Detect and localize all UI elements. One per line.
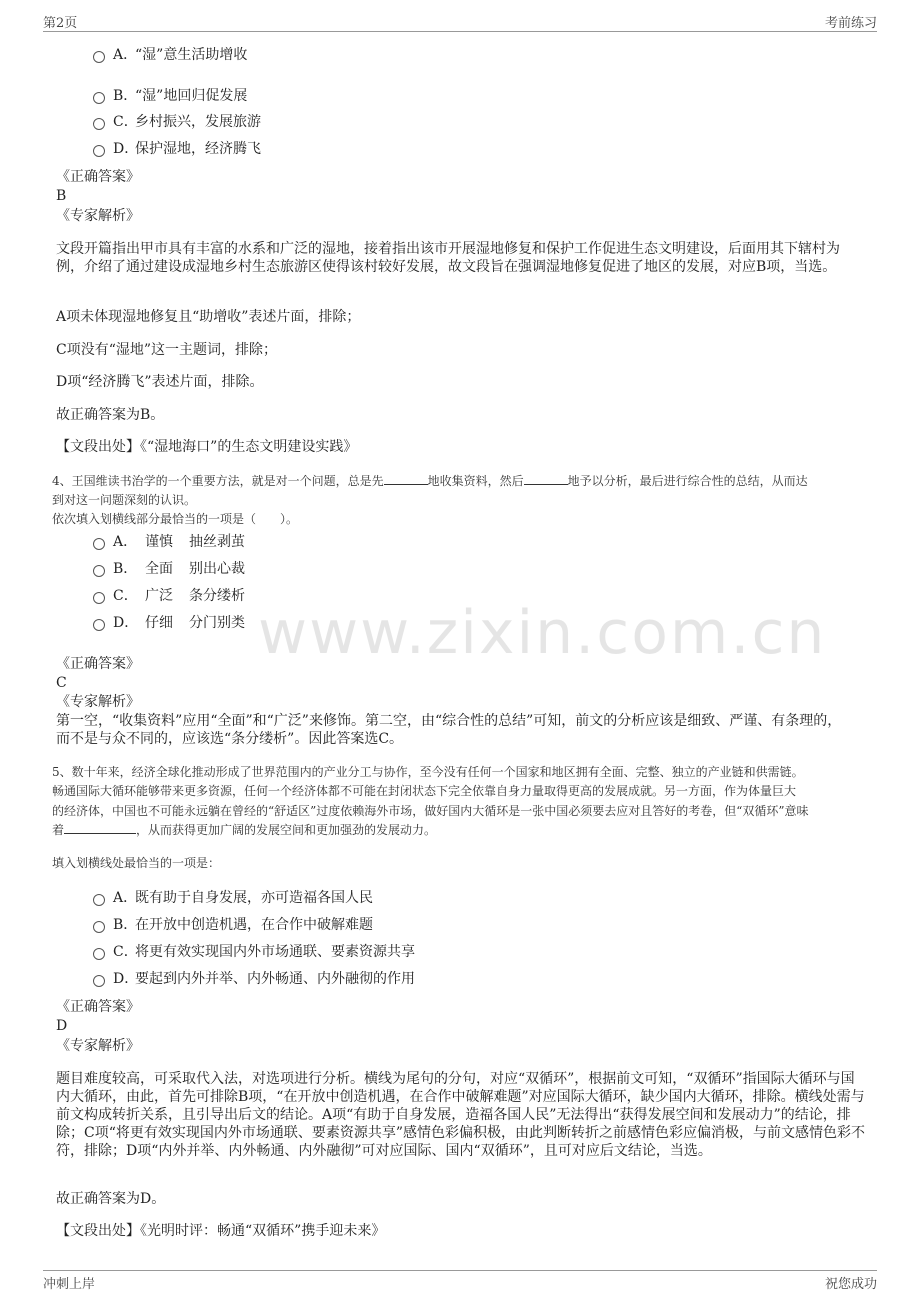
q5-conclusion: 故正确答案为D。 [56, 1191, 166, 1207]
radio-icon[interactable] [93, 118, 105, 130]
radio-icon[interactable] [93, 592, 105, 604]
footer-left: 冲刺上岸 [43, 1277, 96, 1292]
q3-option-b[interactable]: B．“湿”地回归促发展 [93, 86, 247, 106]
q3-analysis: 文段开篇指出甲市具有丰富的水系和广泛的湿地，接着指出该市开展湿地修复和保护工作促进生态文明建设，后面用其下辖村为例，介绍了通过建设成湿地乡村生态旅游区使得该村较好发展，故文段旨在强调湿地修复促进了地区的发展，对应B项，当选。 [56, 241, 840, 275]
q5-source: 【文段出处】《光明时评：畅通“双循环”携手迎未来》 [56, 1223, 386, 1239]
radio-icon[interactable] [93, 145, 105, 157]
q5-stem-line3: 的经济体，中国也不可能永远躺在曾经的“舒适区”过度依赖海外市场，做好国内大循环是一张中国必须要去应对且答好的考卷，但“双循环”意味 [52, 804, 809, 818]
q4-answer-label: 《正确答案》 [56, 656, 140, 672]
radio-icon[interactable] [93, 948, 105, 960]
q4-option-c[interactable]: C． 广泛 条分缕析 [93, 586, 245, 606]
q4-stem-line1: 4、王国维读书治学的一个重要方法，就是对一个问题，总是先 地收集资料，然后 地予以分析，最后进行综合性的总结，从而达 [52, 474, 808, 488]
q4-option-d[interactable]: D． 仔细 分门别类 [93, 613, 245, 633]
q4-option-b[interactable]: B． 全面 别出心裁 [93, 559, 245, 579]
fill-blank [384, 474, 428, 485]
fill-blank [64, 823, 136, 834]
radio-icon[interactable] [93, 975, 105, 987]
q3-option-d[interactable]: D．保护湿地，经济腾飞 [93, 139, 261, 159]
q5-answer-label: 《正确答案》 [56, 999, 140, 1015]
radio-icon[interactable] [93, 921, 105, 933]
radio-icon[interactable] [93, 619, 105, 631]
q4-stem-line2: 到对这一问题深刻的认识。 [52, 493, 197, 507]
radio-icon[interactable] [93, 538, 105, 550]
footer-right: 祝您成功 [824, 1277, 877, 1292]
q3-answer-label: 《正确答案》 [56, 169, 140, 185]
watermark: www.zixin.com.cn [258, 598, 827, 668]
q3-source: 【文段出处】《“湿地海口”的生态文明建设实践》 [56, 439, 358, 455]
q4-analysis: 第一空，“收集资料”应用“全面”和“广泛”来修饰。第二空，由“综合性的总结”可知，前文的分析应该是细致、严谨、有条理的，而不是与众不同的，应该选“条分缕析”。因此答案选C。 [56, 713, 842, 747]
radio-icon[interactable] [93, 894, 105, 906]
header-title: 考前练习 [824, 16, 877, 31]
q5-stem-line2: 畅通国际大循环能够带来更多资源，任何一个经济体都不可能在封闭状态下完全依靠自身力量取得更高的发展成就。另一方面，作为体量巨大 [52, 784, 797, 798]
q4-option-a[interactable]: A． 谨慎 抽丝剥茧 [93, 532, 245, 552]
q5-option-b[interactable]: B．在开放中创造机遇，在合作中破解难题 [93, 915, 373, 935]
q5-stem-line4: 着 ，从而获得更加广阔的发展空间和更加强劲的发展动力。 [52, 823, 437, 837]
q5-analysis: 题目难度较高，可采取代入法，对选项进行分析。横线为尾句的分句，对应“双循环”，根据前文可知，“双循环”指国际大循环与国内大循环，由此，首先可排除B项，“在开放中创造机遇，在合作中破解难题”对应国际大循环，缺少国内大循环，排除。横线处需与前文构成转折关系，且引导出后文的结论。A项“有助于自身发展，造福各国人民”无法得出“获得发展空间和发展动力”的结论，排除；C项“将更有效实现国内外市场通联、要素资源共享”感情色彩偏积极，由此判断转折之前感情色彩应偏消极，与前文感情色彩不符，排除；D项“内外并举、内外畅通、内外融彻”可对应国际、国内“双循环”，且可对应后文结论，当选。 [56, 1071, 866, 1159]
q3-answer: B [56, 188, 67, 204]
q5-prompt: 填入划横线处最恰当的一项是： [52, 856, 221, 870]
radio-icon[interactable] [93, 565, 105, 577]
radio-icon[interactable] [93, 92, 105, 104]
q3-option-a[interactable]: A．“湿”意生活助增收 [93, 45, 247, 65]
q5-stem-line1: 5、数十年来，经济全球化推动形成了世界范围内的产业分工与协作，至今没有任何一个国家和地区拥有全面、完整、独立的产业链和供需链。 [52, 765, 804, 779]
page-footer [43, 1270, 877, 1291]
q3-note-a: A项未体现湿地修复且“助增收”表述片面，排除； [56, 309, 361, 325]
q3-option-c[interactable]: C．乡村振兴，发展旅游 [93, 112, 261, 132]
q5-analysis-label: 《专家解析》 [56, 1038, 140, 1054]
page-number: 第2页 [43, 16, 78, 31]
q5-option-d[interactable]: D．要起到内外并举、内外畅通、内外融彻的作用 [93, 969, 415, 989]
q3-analysis-label: 《专家解析》 [56, 208, 140, 224]
q5-answer: D [56, 1018, 68, 1034]
q4-answer: C [56, 675, 67, 691]
q5-option-c[interactable]: C．将更有效实现国内外市场通联、要素资源共享 [93, 942, 415, 962]
q4-analysis-label: 《专家解析》 [56, 694, 140, 710]
radio-icon[interactable] [93, 51, 105, 63]
q5-option-a[interactable]: A．既有助于自身发展，亦可造福各国人民 [93, 888, 373, 908]
q3-note-d: D项“经济腾飞”表述片面，排除。 [56, 374, 264, 390]
q3-note-c: C项没有“湿地”这一主题词，排除； [56, 342, 278, 358]
page-header [43, 12, 877, 32]
fill-blank [524, 474, 568, 485]
q3-conclusion: 故正确答案为B。 [56, 407, 165, 423]
q4-prompt: 依次填入划横线部分最恰当的一项是（ ）。 [52, 512, 299, 526]
